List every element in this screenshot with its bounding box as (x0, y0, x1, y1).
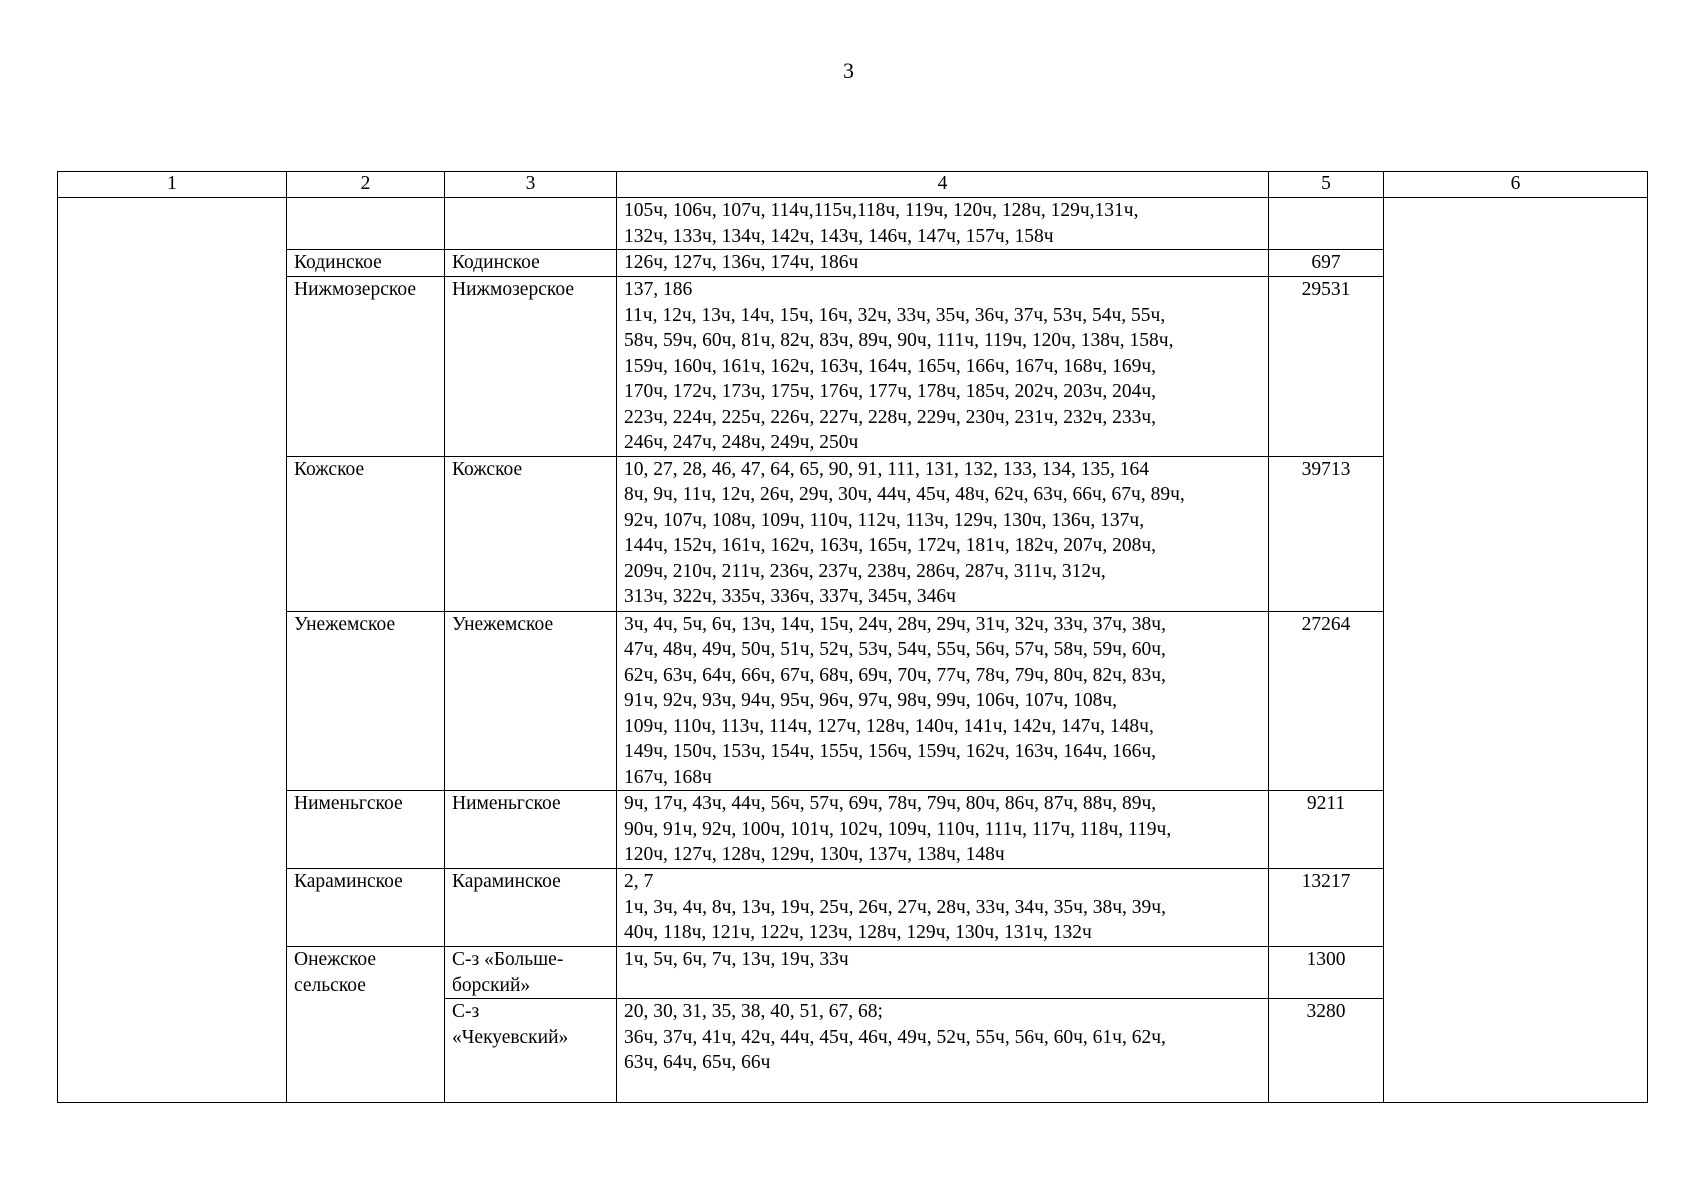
forestry-line: С-з «Больше- (452, 949, 564, 970)
area-cell: 1300 (1269, 947, 1384, 999)
forest-quarters-table (57, 171, 1648, 1103)
quarters-cell (617, 277, 1269, 457)
quarters-line: 36ч, 37ч, 41ч, 42ч, 44ч, 45ч, 46ч, 49ч, 52ч, 55ч, 56ч, 60ч, 61ч, 62ч, (624, 1026, 1166, 1048)
table-row (58, 198, 1648, 250)
quarters-cell (617, 456, 1269, 611)
quarters-line: 11ч, 12ч, 13ч, 14ч, 15ч, 16ч, 32ч, 33ч, 35ч, 36ч, 37ч, 53ч, 54ч, 55ч, (624, 304, 1166, 326)
quarters-line: 40ч, 118ч, 121ч, 122ч, 123ч, 128ч, 129ч, 130ч, 131ч, 132ч (624, 922, 1092, 943)
quarters-cell (617, 250, 1269, 277)
district-line: сельское (294, 974, 366, 996)
district-cell: Нижмозерское (287, 277, 445, 457)
quarters-cell (617, 869, 1269, 947)
district-cell (287, 947, 445, 1103)
forestry-cell: Нижмозерское (445, 277, 617, 457)
area-cell: 29531 (1269, 277, 1384, 457)
forestry-line: борский» (452, 974, 531, 996)
forestry-cell (445, 198, 617, 250)
forestry-line: «Чекуевский» (452, 1026, 569, 1048)
quarters-line: 126ч, 127ч, 136ч, 174ч, 186ч (624, 252, 859, 273)
district-cell: Нименьгское (287, 791, 445, 869)
area-cell: 9211 (1269, 791, 1384, 869)
quarters-cell (617, 791, 1269, 869)
quarters-line: 109ч, 110ч, 113ч, 114ч, 127ч, 128ч, 140ч, 141ч, 142ч, 147ч, 148ч, (624, 715, 1154, 737)
column-header-5: 5 (1269, 172, 1384, 198)
quarters-line: 1ч, 3ч, 4ч, 8ч, 13ч, 19ч, 25ч, 26ч, 27ч, 28ч, 33ч, 34ч, 35ч, 38ч, 39ч, (624, 896, 1166, 918)
col1-cell (58, 198, 287, 1103)
area-cell (1269, 198, 1384, 250)
quarters-line: 92ч, 107ч, 108ч, 109ч, 110ч, 112ч, 113ч, 129ч, 130ч, 136ч, 137ч, (624, 509, 1145, 531)
quarters-line: 223ч, 224ч, 225ч, 226ч, 227ч, 228ч, 229ч, 230ч, 231ч, 232ч, 233ч, (624, 406, 1157, 428)
area-cell: 3280 (1269, 999, 1384, 1103)
forestry-cell: Караминское (445, 869, 617, 947)
column-header-1: 1 (58, 172, 287, 198)
quarters-line: 170ч, 172ч, 173ч, 175ч, 176ч, 177ч, 178ч, 185ч, 202ч, 203ч, 204ч, (624, 381, 1157, 402)
col6-cell (1384, 198, 1648, 1103)
quarters-cell (617, 999, 1269, 1103)
quarters-line: 63ч, 64ч, 65ч, 66ч (624, 1052, 771, 1073)
area-cell: 27264 (1269, 611, 1384, 791)
quarters-line: 209ч, 210ч, 211ч, 236ч, 237ч, 238ч, 286ч, 287ч, 311ч, 312ч, (624, 560, 1106, 582)
forestry-cell: Нименьгское (445, 791, 617, 869)
district-cell: Караминское (287, 869, 445, 947)
quarters-line: 105ч, 106ч, 107ч, 114ч,115ч,118ч, 119ч, 120ч, 128ч, 129ч,131ч, (624, 200, 1139, 221)
quarters-line: 47ч, 48ч, 49ч, 50ч, 51ч, 52ч, 53ч, 54ч, 55ч, 56ч, 57ч, 58ч, 59ч, 60ч, (624, 639, 1166, 660)
column-header-2: 2 (287, 172, 445, 198)
quarters-line: 62ч, 63ч, 64ч, 66ч, 67ч, 68ч, 69ч, 70ч, 77ч, 78ч, 79ч, 80ч, 82ч, 83ч, (624, 664, 1166, 686)
district-cell: Унежемское (287, 611, 445, 791)
forestry-cell: Унежемское (445, 611, 617, 791)
area-cell: 697 (1269, 250, 1384, 277)
quarters-line: 313ч, 322ч, 335ч, 336ч, 337ч, 345ч, 346ч (624, 586, 956, 607)
district-line: Онежское (294, 949, 377, 970)
quarters-line: 167ч, 168ч (624, 766, 712, 788)
column-header-4: 4 (617, 172, 1269, 198)
quarters-line: 144ч, 152ч, 161ч, 162ч, 163ч, 165ч, 172ч, 181ч, 182ч, 207ч, 208ч, (624, 535, 1157, 556)
quarters-line: 159ч, 160ч, 161ч, 162ч, 163ч, 164ч, 165ч, 166ч, 167ч, 168ч, 169ч, (624, 355, 1157, 377)
quarters-line: 246ч, 247ч, 248ч, 249ч, 250ч (624, 432, 859, 453)
district-cell: Кодинское (287, 250, 445, 277)
forestry-cell: Кодинское (445, 250, 617, 277)
quarters-line: 137, 186 (624, 279, 693, 300)
quarters-cell (617, 611, 1269, 791)
header-row (58, 172, 1648, 198)
forestry-cell (445, 947, 617, 999)
area-cell: 39713 (1269, 456, 1384, 611)
area-cell: 13217 (1269, 869, 1384, 947)
forestry-cell (445, 999, 617, 1103)
quarters-line: 149ч, 150ч, 153ч, 154ч, 155ч, 156ч, 159ч, 162ч, 163ч, 164ч, 166ч, (624, 741, 1157, 762)
district-cell (287, 198, 445, 250)
district-cell: Кожское (287, 456, 445, 611)
quarters-line: 10, 27, 28, 46, 47, 64, 65, 90, 91, 111, 131, 132, 133, 134, 135, 164 (624, 458, 1150, 480)
page-number: 3 (843, 58, 854, 83)
column-header-6: 6 (1384, 172, 1648, 198)
column-header-3: 3 (445, 172, 617, 198)
quarters-line: 3ч, 4ч, 5ч, 6ч, 13ч, 14ч, 15ч, 24ч, 28ч, 29ч, 31ч, 32ч, 33ч, 37ч, 38ч, (624, 613, 1166, 635)
quarters-cell (617, 947, 1269, 999)
quarters-line: 1ч, 5ч, 6ч, 7ч, 13ч, 19ч, 33ч (624, 949, 849, 970)
quarters-line: 91ч, 92ч, 93ч, 94ч, 95ч, 96ч, 97ч, 98ч, 99ч, 106ч, 107ч, 108ч, (624, 690, 1118, 711)
quarters-line: 120ч, 127ч, 128ч, 129ч, 130ч, 137ч, 138ч, 148ч (624, 844, 1005, 865)
quarters-cell (617, 198, 1269, 250)
quarters-line: 9ч, 17ч, 43ч, 44ч, 56ч, 57ч, 69ч, 78ч, 79ч, 80ч, 86ч, 87ч, 88ч, 89ч, (624, 793, 1157, 814)
quarters-line: 2, 7 (624, 871, 654, 892)
forestry-cell: Кожское (445, 456, 617, 611)
quarters-line: 58ч, 59ч, 60ч, 81ч, 82ч, 83ч, 89ч, 90ч, 111ч, 119ч, 120ч, 138ч, 158ч, (624, 330, 1174, 351)
quarters-line: 90ч, 91ч, 92ч, 100ч, 101ч, 102ч, 109ч, 110ч, 111ч, 117ч, 118ч, 119ч, (624, 818, 1172, 840)
forestry-line: С-з (452, 1001, 480, 1022)
quarters-line: 20, 30, 31, 35, 38, 40, 51, 67, 68; (624, 1001, 883, 1022)
quarters-line: 132ч, 133ч, 134ч, 142ч, 143ч, 146ч, 147ч, 157ч, 158ч (624, 225, 1054, 247)
quarters-line: 8ч, 9ч, 11ч, 12ч, 26ч, 29ч, 30ч, 44ч, 45ч, 48ч, 62ч, 63ч, 66ч, 67ч, 89ч, (624, 484, 1185, 505)
